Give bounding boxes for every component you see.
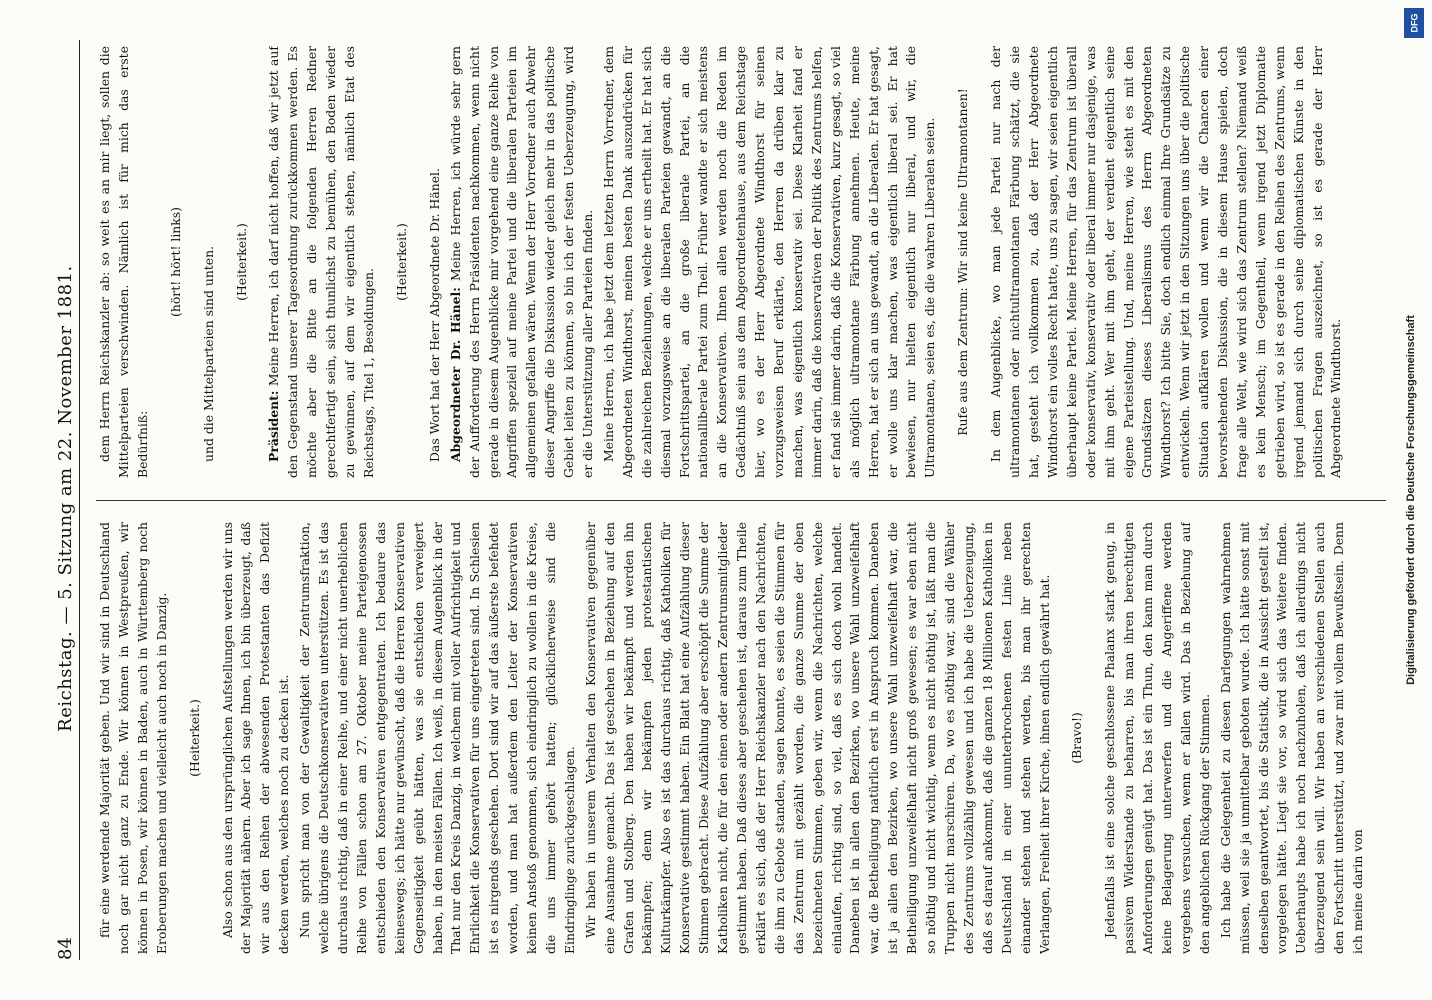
paragraph (296, 522, 580, 954)
stage-direction (954, 46, 973, 478)
paragraph (582, 522, 1055, 954)
paragraph-text: Nun spricht man von der Gewaltigkeit der Zentrumsfraktion, welche übrigens die Deutschkonservativen unterstützen. Es ist das durchaus richtig, daß in einer Reihe, und einer nicht unerheblichen Reihe von Fällen schon am 27. Oktober meine Parteigenossen entschieden den Konservativen entgegentraten. Ich bedaure das keineswegs; ich hätte nur gewünscht, daß die Herren Konservativen Gegenseitigkeit geübt hätten, was sie entschieden verweigert haben, in den meisten Fällen. Ich weiß, in diesem Augenblick in der That nur den Kreis Danzig, in welchem mit voller Aufrichtigkeit und Ehrlichkeit die Konservativen für uns eingetreten sind. In Schlesien ist es nirgends geschehen. Dort sind wir auf das äußerste befehdet worden, und man hat außerdem den Leiter der Konservativen keinen Anstoß genommen, sich eindringlich zu wollen in die Kreise, die uns immer gehört hatten; glücklicherweise sind die Eindringlinge zurückgeschlagen. (297, 522, 577, 954)
stage-direction (393, 46, 412, 478)
paragraph-text: Meine Herren, ich würde sehr gern der Aufforderung des Herrn Präsidenten nachkommen, wenn nicht gerade in diesem Augenblicke mir vorgehend eine ganze Reihe von Angriffen speziell auf meine Partei und die liberalen Parteien im allgemeinen gefallen wären. Wenn der Herr Vorredner auch Abwehr dieser Angriffe die Diskussion wieder gleich mehr in das politische Gebiet leiten zu können, so bin ich der festen Ueberzeugung, wird er die Unterstützung aller Parteien finden. (447, 46, 596, 478)
stage-direction (1068, 522, 1087, 954)
paragraph-text: und die Mittelparteien sind unten. (200, 245, 216, 462)
paragraph (96, 522, 172, 954)
stage-direction (186, 522, 205, 954)
stage-direction (233, 46, 252, 478)
paragraph (1217, 522, 1368, 954)
left-text-column (96, 522, 1386, 954)
paragraph-text: Wir haben in unserem Verhalten den Konservativen gegenüber eine Ausnahme gemacht. Das ist geschehen in Beziehung auf den Grafen und Stolberg. Den haben wir bekämpft und werden ihn bekämpfen; denn wir bekämpfen jeden protestantischen Kulturkämpfer. Also es ist das durchaus richtig, daß Katholiken für Konservative gestimmt haben. Ein Blatt hat eine Aufzählung dieser Stimmen gebracht. Diese Aufzählung aber erschöpft die Summe der Katholiken nicht, die für den einen oder andern Zentrumsmitglieder gestimmt haben. Daß dieses aber geschehen ist, daraus zum Theile erklärt es sich, daß der Herr Reichskanzler nach den Nachrichten, die ihm zu Gebote standen, sagen konnte, es seien die Stimmen für das Zentrum mit gezählt worden, die ganze Summe der oben bezeichneten Stimmen, geben wir, wenn die Nachrichten, welche einlaufen, richtig sind, so viel, daß es sich doch wohl handelt. Daneben ist in allen den Bezirken, wo unsere Wahl unzweifelhaft war, die Betheiligung natürlich erst in Anspruch kommen. Daneben ist ja allen den Bezirken, wo unsere Wahl unzweifelhaft war, die Betheiligung unzweifelhaft nicht groß gewesen; es war eben nicht so nöthig und nicht wichtig, wenn es nicht nöthig ist, läßt man die Truppen nicht marschiren. Da, wo es nöthig war, sind die Wähler des Zentrums vollzählig gewesen und ich habe die Ueberzeugung, daß es darauf ankommt, daß die ganzen 18 Millionen Katholiken in Deutschland in einer ununterbrochenen festen Linie neben einander stehen und stehen werden, bis man ihr gerechten Verlangen, Freiheit ihrer Kirche, ihnen endlich gewährt hat. (582, 522, 1052, 954)
page-header (40, 40, 80, 960)
credit-text: Digitalisierung gefördert durch die Deutsche Forschungsgemeinschaft (1405, 315, 1417, 685)
paragraph-text: Rufe aus dem Zentrum: Wir sind keine Ultramontanen! (955, 88, 971, 436)
paragraph-text: In dem Augenblicke, wo man jede Partei nur nach der ultramontanen oder nichtultramontanen Färbung schätzt, die sie hat, gesteht ich vollkommen zu, daß der Herr Abgeordnete Windthorst ein volles Recht hatte, uns zu sagen, wir seien eigentlich überhaupt keine Partei. Meine Herren, für das Zentrum ist überall oder konservativ, konservativ oder liberal immer nur dasjenige, was mit ihm geht. Wer mit ihm geht, der verdient eigentlich seine eigene Parteistellung. Und, meine Herren, wie steht es mit den Grundsätzen dieses Liberalismus des Herrn Abgeordneten Windthorst? Ich bitte Sie, doch endlich einmal Ihre Grundsätze zu entwickeln. Wenn wir jetzt in den Sitzungen uns über die politische Situation aufklären wollen und wenn wir die Chancen einer bevorstehenden Diskussion, die in diesem Hause spielen, doch frage alle Welt, wie wird sich das Zentrum stellen? Niemand weiß es kein Mensch; im Gegentheil, wenn irgend jetzt Diplomatie getrieben wird, so ist es gerade in den Reihen des Zentrums, wenn irgend jemand sich durch seine diplomatischen Künste in den politischen Fragen auszeichnet, so ist es gerade der Herr Abgeordnete Windthorst. (988, 46, 1344, 478)
column-divider (96, 500, 1386, 501)
page-title: Reichstag. — 5. Sitzung am 22. November 1881. (55, 265, 76, 732)
paragraph-text: Jedenfalls ist eine solche geschlossene Phalanx stark genug, in passivem Widerstande zu beharren, bis man ihren berechtigten Anforderungen genügt hat. Das ist ein Thun, den kann man durch keine Belagerung unterwerfen und die Angeriffene werden vergebens versuchen, wenn er fallen wird. Das in Beziehung auf den angeblichen Rückgang der Stimmen. (1102, 522, 1212, 954)
paragraph (200, 46, 219, 478)
paragraph (447, 46, 598, 478)
paragraph (1101, 522, 1214, 954)
paragraph (426, 46, 445, 478)
paragraph-text: (Heiterkeit.) (233, 223, 249, 301)
page-number: 84 (55, 937, 76, 960)
paragraph-text: Meine Herren, ich habe jetzt dem letzten Herrn Vorredner, dem Abgeordneten Windthorst, meinen besten Dank auszudrücken für die zahlreichen Beziehungen, welche er uns ertheilt hat. Er hat sich diesmal vorzugsweise an die liberalen Parteien gewandt, an die Fortschrittspartei, an die große liberale Partei, an die nationalliberale Partei zum Theil. Früher wandte er sich meistens an die Konservativen. Ihnen allen werden noch die Reden im Gedächtniß sein aus dem Abgeordnetenhause, aus dem Reichstage hier, wo es der Herr Abgeordnete Windthorst für seinen vorzugsweisen Beruf erklärte, den Herren da drüben klar zu machen, was eigentlich konservativ sei. Diese Klarheit fand er immer darin, daß die konservativen der Politik des Zentrums helfen, er fand sie immer darin, daß die Konservativen, kurz gesagt, so viel als möglich ultramontane Färbung annehmen. Heute, meine Herren, hat er sich an uns gewandt, an die Liberalen. Er hat gesagt, er wolle uns klar machen, was eigentlich liberal sei. Er hat bewiesen, nur hielten eigentlich nur liberal, und wir, die Ultramontanen, seien es, die die wahren Liberalen seien. (600, 46, 938, 478)
paragraph-text: (hört! hört! links) (167, 207, 183, 317)
paragraph-text: Also schon aus den ursprünglichen Aufstellungen werden wir uns der Majorität nähern. Aber ich sage Ihnen, ich bin überzeugt, daß wir aus den Reihen der abwesenden Protestanten das Defizit decken werden, welches noch zu decken ist. (219, 522, 292, 954)
paragraph (265, 46, 378, 478)
paragraph-text: (Bravo!) (1069, 712, 1085, 764)
stage-direction (167, 46, 186, 478)
paragraph (987, 46, 1346, 478)
paragraph-text: Das Wort hat der Herr Abgeordnete Dr. Hänel. (426, 168, 442, 462)
paragraph (219, 522, 295, 954)
badge-text: DFG (1409, 13, 1419, 33)
paragraph-text: (Heiterkeit.) (393, 223, 409, 301)
dfg-logo-badge (1404, 8, 1424, 38)
right-text-column (96, 46, 1386, 478)
paragraph-text: dem Herrn Reichskanzler ab: so weit es an mir liegt, sollen die Mittelparteien verschwinden. Nämlich ist für mich das erste Bedürfniß: (97, 46, 150, 478)
speaker-name: Abgeordneter Dr. Hänel: (447, 287, 463, 462)
speaker-name: Präsident: (266, 390, 282, 462)
digitization-credit (1400, 12, 1422, 988)
paragraph (96, 46, 153, 478)
paragraph-text: (Heiterkeit.) (186, 699, 202, 777)
paragraph-text: für eine werdende Majorität geben. Und wir sind in Deutschland noch gar nicht ganz zu Ende. Wir können in Westpreußen, wir können in Posen, wir können in Baden, auch in Württemberg noch Eroberungen machen und vielleicht auch noch in Danzig. (97, 522, 169, 954)
paragraph-text: Meine Herren, ich darf nicht hoffen, daß wir jetzt auf den Gegenstand unserer Tagesordnung zurückkommen werden. Es möchte aber die Bitte an die folgenden Herren Redner gerechtfertigt sein, sich thunlichst zu bemühen, den Boden wieder zu gewinnen, auf dem wir eigentlich stehen, nämlich Etat des Reichstags, Titel 1, Besoldungen. (266, 46, 376, 478)
paragraph (600, 46, 940, 478)
paragraph-text: Ich habe die Gelegenheit zu diesen Darlegungen wahrnehmen müssen, weil sie ja unmittelbar geboten wurde. Ich hätte sonst mit denselben geantwortet, bis die Statistik, die in Aussicht gestellt ist, vorgelegen hätte. Liegt sie vor, so wird sich das Weitere finden. Ueberhaupts habe ich noch nachzuholen, daß ich allerdings nicht überzeugend sein will. Wir haben an verschiedenen Stellen auch den Fortschritt unterstützt, und zwar mit vollem Bewußtsein. Denn ich meine darin von (1217, 522, 1366, 954)
